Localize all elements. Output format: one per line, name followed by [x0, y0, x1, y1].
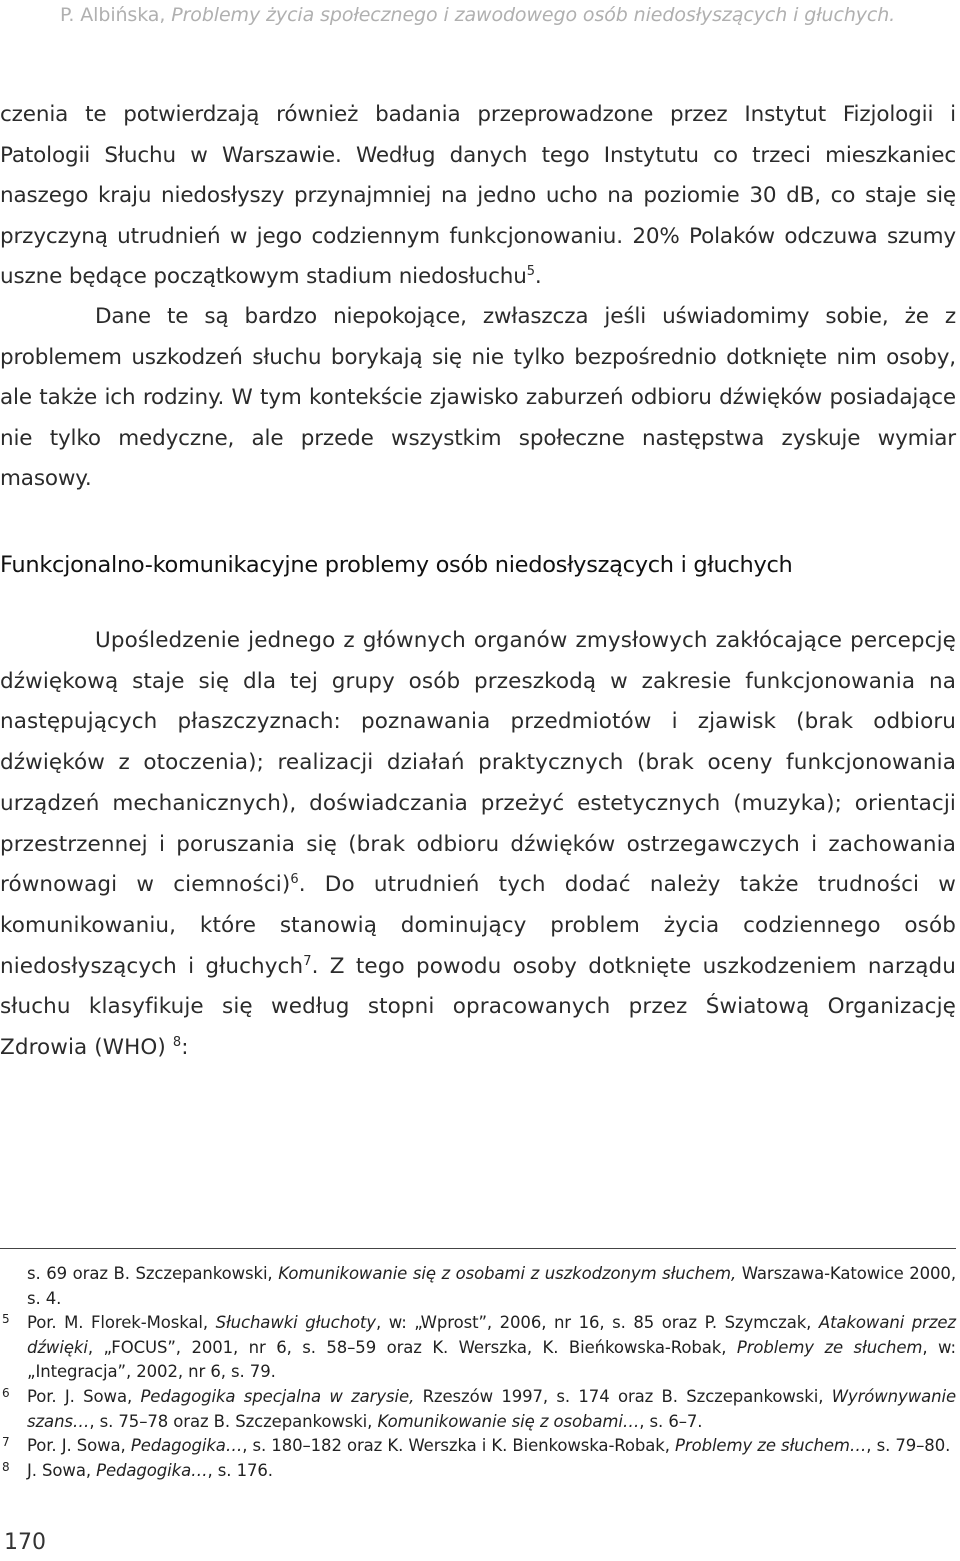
fn-text: , s. 75–78 oraz B. Szczepankowski,	[89, 1411, 378, 1431]
footnote-5	[0, 1311, 956, 1385]
fn-text: , s. 176.	[207, 1460, 273, 1480]
footnote-number: 6	[2, 1385, 10, 1400]
fn-text: , w: „Wprost”, 2006, nr 16, s. 85 oraz P. Szymczak,	[375, 1313, 819, 1333]
fn-text: s. 69 oraz B. Szczepankowski,	[27, 1264, 279, 1283]
running-header	[60, 4, 950, 26]
fn-text: Por. J. Sowa,	[27, 1386, 141, 1406]
fn-text: Por. M. Florek-Moskal,	[27, 1313, 216, 1333]
paragraph-2: Dane te są bardzo niepokojące, zwłaszcza jeśli uświadomimy sobie, że z problemem uszkodzeń słuchu borykają się nie tylko bezpośrednio dotknięte nim osoby, ale także ich rodziny. W tym kontekście zjawisko zaburzeń odbioru dźwięków posiadające nie tylko medyczne, ale przede wszystkim społeczne następstwa zyskuje wymiar masowy.	[0, 304, 956, 492]
fn-text: Por. J. Sowa,	[27, 1436, 131, 1456]
header-author: P. Albińska,	[60, 4, 172, 26]
footnote-continuation	[0, 1262, 956, 1311]
footnote-divider	[0, 1248, 956, 1249]
footnote-6	[0, 1385, 956, 1434]
footnote-number: 7	[2, 1435, 10, 1450]
footnotes	[0, 1262, 956, 1483]
fn-text: Rzeszów 1997, s. 174 oraz B. Szczepankowski,	[414, 1386, 832, 1406]
fn-text: J. Sowa,	[27, 1460, 97, 1480]
section-heading: Funkcjonalno-komunikacyjne problemy osób niedosłyszących i głuchych	[0, 552, 793, 578]
footnote-ref-5: 5	[526, 264, 535, 280]
fn-title: Wyrównywanie szans…	[27, 1386, 956, 1431]
paragraph-3-text-b: . Do utrudnień tych dodać należy także trudności w komunikowaniu, które stanowią dominujący problem życia codziennego osób niedosłyszących i głuchych	[0, 872, 956, 979]
footnote-7	[0, 1434, 956, 1459]
fn-text: , s. 6–7.	[639, 1411, 703, 1431]
footnote-ref-8: 8	[172, 1034, 182, 1050]
footnote-ref-7: 7	[303, 953, 312, 969]
fn-title: Pedagogika…	[130, 1436, 243, 1456]
paragraph-3-text-c: . Z tego powodu osoby dotknięte uszkodzeniem narządu słuchu klasyfikuje się według stopni opracowanych przez Światową Organizację Zdrowia (WHO)	[0, 953, 956, 1061]
fn-title: Komunikowanie się z osobami z uszkodzonym słuchem,	[278, 1264, 737, 1283]
footnote-number: 8	[2, 1459, 10, 1474]
fn-title: Pedagogika specjalna w zarysie,	[140, 1386, 415, 1406]
fn-text: , s. 180–182 oraz K. Werszka i K. Bienkowska-Robak,	[242, 1436, 676, 1456]
paragraph-3-text-a: Upośledzenie jednego z głównych organów zmysłowych zakłócające percepcję dźwiękową staje się dla tej grupy osób przeszkodą w zakresie funkcjonowania na następujących płaszczyznach: poznawania przedmiotów i zjawisk (brak odbioru dźwięków z otoczenia); realizacji działań praktycznych (brak oceny funkcjonowania urządzeń mechanicznych), doświadczania przeżyć estetycznych (muzyka); orientacji przestrzennej i poruszania się (brak odbioru dźwięków ostrzegawczych i zachowania równowagi w ciemności)	[0, 628, 956, 898]
fn-text: Warszawa-Katowice 2000, s. 4.	[27, 1264, 956, 1308]
fn-title: Problemy ze słuchem	[736, 1337, 923, 1357]
fn-title: Atakowani przez dźwięki	[27, 1313, 956, 1357]
paragraph-3	[0, 621, 956, 1069]
footnote-8	[0, 1459, 956, 1484]
footnote-ref-6: 6	[290, 872, 299, 888]
paragraph-1-end: .	[534, 264, 542, 290]
fn-title: Problemy ze słuchem…	[675, 1436, 867, 1456]
fn-text: , s. 79–80.	[866, 1436, 951, 1456]
header-title: Problemy życia społecznego i zawodowego osób niedosłyszących i głuchych.	[171, 4, 896, 26]
fn-text: , w: „Integracja”, 2002, nr 6, s. 79.	[27, 1337, 956, 1382]
fn-text: , „FOCUS”, 2001, nr 6, s. 58–59 oraz K. Werszka, K. Bieńkowska-Robak,	[87, 1337, 737, 1357]
page-number: 170	[4, 1530, 46, 1555]
paragraph-3-text-d: :	[181, 1035, 189, 1061]
paragraph-1-text: czenia te potwierdzają również badania przeprowadzone przez Instytut Fizjologii i Patologii Słuchu w Warszawie. Według danych tego Instytutu co trzeci mieszkaniec naszego kraju niedosłyszy przynajmniej na jedno ucho na poziomie 30 dB, co staje się przyczyną utrudnień w jego codziennym funkcjonowaniu. 20% Polaków odczuwa szumy uszne będące początkowym stadium niedosłuchu	[0, 102, 956, 290]
footnote-number: 5	[2, 1312, 10, 1327]
paragraph-1	[0, 95, 956, 298]
fn-title: Komunikowanie się z osobami…	[377, 1411, 640, 1431]
fn-title: Słuchawki głuchoty	[215, 1313, 376, 1333]
fn-title: Pedagogika…	[96, 1460, 208, 1480]
